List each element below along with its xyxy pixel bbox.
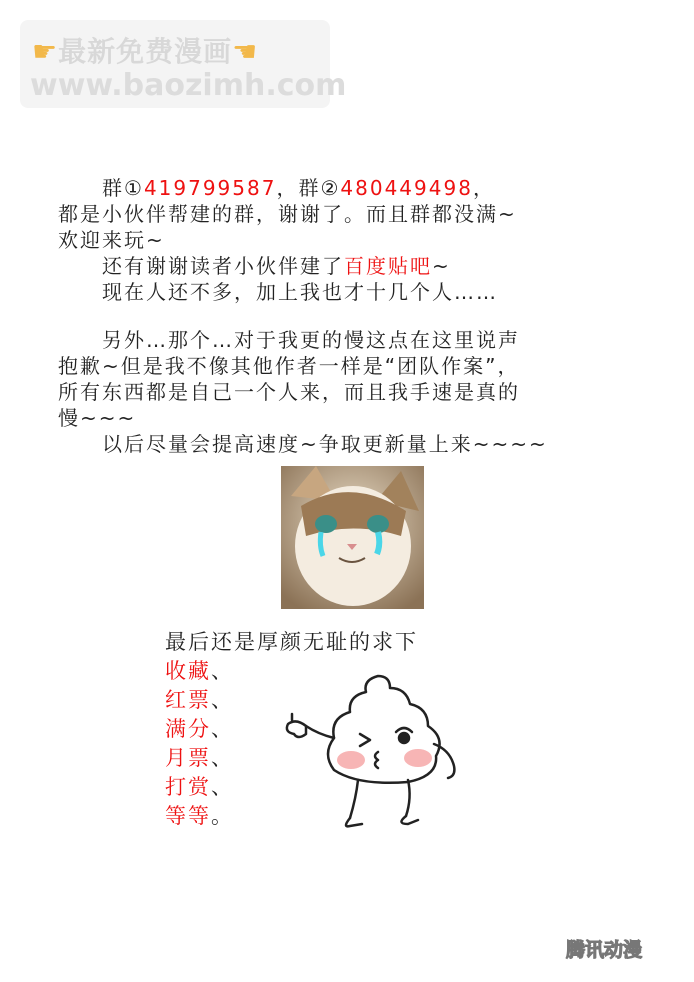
apology-line: 抱歉~但是我不像其他作者一样是“团队作案”， [58, 354, 520, 378]
tieba-pre: 还有谢谢读者小伙伴建了 [102, 254, 344, 278]
watermark-title [32, 30, 258, 70]
apology-line: 以后尽量会提高速度~争取更新量上来~~~~ [102, 432, 548, 456]
watermark-url: www.baozimh.com [30, 68, 347, 103]
note-line: 都是小伙伴帮建的群，谢谢了。而且群都没满~ [58, 202, 517, 226]
plea-item-sep: 、 [211, 717, 234, 741]
plea-item-word: 打赏 [165, 775, 211, 799]
apology-line: 所有东西都是自己一个人来，而且我手速是真的 [58, 380, 520, 404]
pointing-hand-icon: ☛ [32, 35, 59, 68]
plea-item-sep: 。 [211, 804, 234, 828]
tieba-line [58, 253, 658, 279]
plea-item-word: 月票 [165, 746, 211, 770]
plea-item-sep: 、 [211, 746, 234, 770]
group1-label: 群① [102, 176, 144, 200]
plea-item-word: 收藏 [165, 659, 211, 683]
tieba-post: ~ [432, 254, 451, 278]
tieba-link: 百度贴吧 [344, 254, 432, 278]
groups-line [58, 175, 658, 201]
note-line: 欢迎来玩~ [58, 228, 165, 252]
watermark-banner [20, 20, 347, 108]
plea-heading: 最后还是厚颜无耻的求下 [165, 630, 418, 654]
author-note [58, 175, 658, 457]
group2-number: 480449498 [340, 176, 473, 200]
note-line: 现在人还不多，加上我也才十几个人…… [102, 280, 498, 304]
pointing-hand-icon: ☚ [232, 35, 259, 68]
group2-label: ，群② [276, 176, 341, 200]
plea-item-word: 满分 [165, 717, 211, 741]
group1-number: 419799587 [143, 176, 277, 200]
apology-line: 另外…那个…对于我更的慢这点在这里说声 [102, 328, 520, 352]
bun-mascot-illustration [278, 668, 478, 833]
tencent-comic-logo [540, 935, 670, 963]
plea-item-sep: 、 [211, 688, 234, 712]
plea-item-sep: 、 [211, 659, 234, 683]
watermark-title-text: 最新免费漫画 [58, 35, 233, 68]
plea-item-word: 等等 [165, 804, 211, 828]
plea-item-sep: 、 [211, 775, 234, 799]
apology-line: 慢~~~ [58, 406, 137, 430]
plea-item-word: 红票 [165, 688, 211, 712]
crying-cat-image [281, 466, 424, 609]
groups-end: ， [472, 176, 495, 200]
logo-text: 腾讯动漫 [565, 939, 643, 961]
